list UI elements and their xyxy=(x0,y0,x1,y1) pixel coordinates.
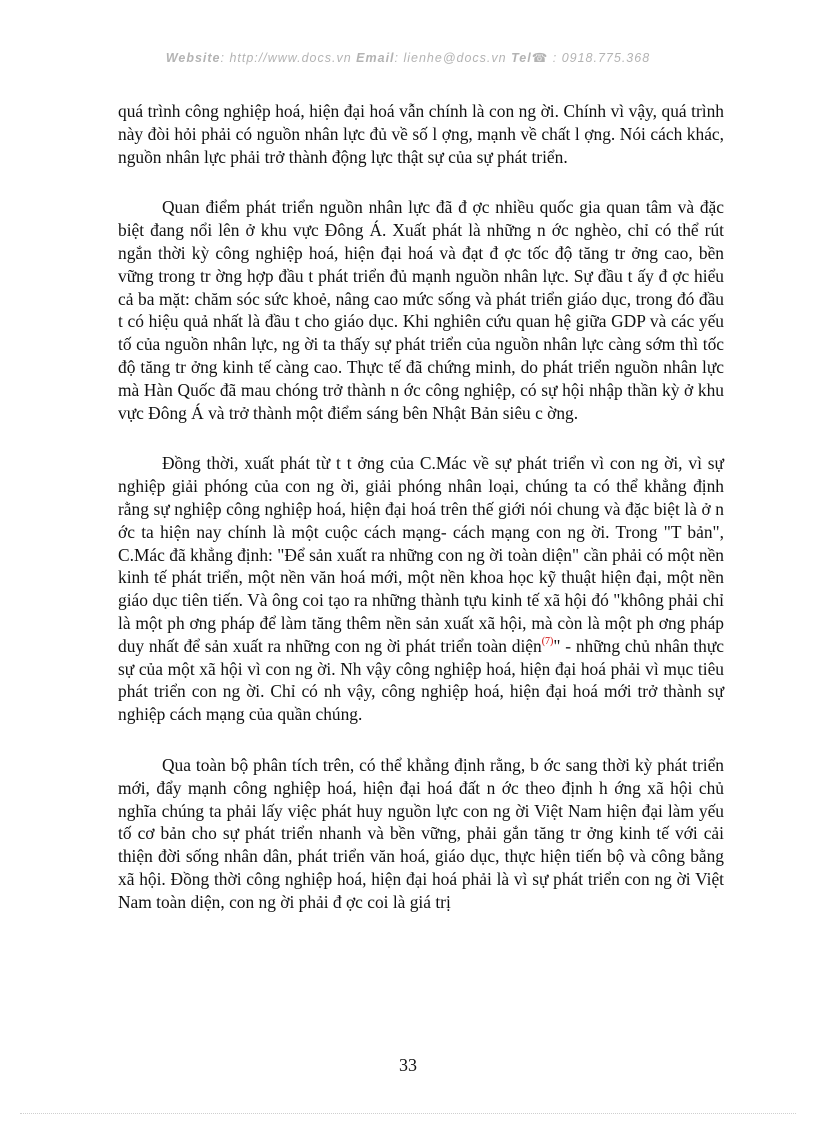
website-value: : http://www.docs.vn xyxy=(220,51,352,65)
tel-value: ☎ : 0918.775.368 xyxy=(531,51,651,65)
paragraph-3 xyxy=(118,452,724,726)
tel-label: Tel xyxy=(511,51,532,65)
email-label: Email xyxy=(356,51,395,65)
bottom-divider xyxy=(20,1113,796,1114)
document-body xyxy=(118,100,724,942)
paragraph-2: Quan điểm phát triển nguồn nhân lực đã đ ợc nhiều quốc gia quan tâm và đặc biệt đang nổi lên ở khu vực Đông Á. Xuất phát là những n ớc nghèo, chỉ có thể rút ngắn thời kỳ công nghiệp hoá, hiện đại hoá và đạt đ ợc tốc độ tăng tr ởng cao, bền vững trong tr ờng hợp đầu t phát triển đủ mạnh nguồn nhân lực. Sự đầu t ấy đ ợc hiểu cả ba mặt: chăm sóc sức khoẻ, nâng cao mức sống và phát triển giáo dục, trong đó đầu t có hiệu quả nhất là đầu t cho giáo dục. Khi nghiên cứu quan hệ giữa GDP và các yếu tố của nguồn nhân lực, ng ời ta thấy sự phát triển của nguồn nhân lực càng sớm thì tốc độ tăng tr ởng kinh tế càng cao. Thực tế đã chứng minh, do phát triển nguồn nhân lực mà Hàn Quốc đã mau chóng trở thành n ớc công nghiệp, có sự hội nhập thần kỳ ở khu vực Đông Á và trở thành một điểm sáng bên Nhật Bản siêu c ờng. xyxy=(118,197,724,423)
paragraph-1: quá trình công nghiệp hoá, hiện đại hoá vẫn chính là con ng ời. Chính vì vậy, quá trình này đòi hỏi phải có nguồn nhân lực đủ về số l ợng, mạnh về chất l ợng. Nói cách khác, nguồn nhân lực phải trở thành động lực thật sự của sự phát triển. xyxy=(118,101,724,167)
paragraph-3-text-after: " - những chủ nhân thực sự của một xã hội vì con ng ời. Nh vậy công nghiệp hoá, hiện đại hoá phải vì mục tiêu phát triển con ng ời. Chỉ có nh vậy, công nghiệp hoá, hiện đại hoá mới trở thành sự nghiệp cách mạng của quần chúng. xyxy=(118,635,724,725)
website-label: Website xyxy=(165,51,221,65)
page-header xyxy=(0,50,816,65)
email-value: : lienhe@docs.vn xyxy=(394,51,507,65)
footnote-marker: (7) xyxy=(541,635,554,647)
paragraph-3-text-before: Đồng thời, xuất phát từ t t ởng của C.Mác về sự phát triển vì con ng ời, vì sự nghiệp giải phóng của con ng ời, giải phóng nhân loại, chúng ta có thể khẳng định rằng sự nghiệp công nghiệp hoá, hiện đại hoá trên thế giới nói chung và đặc biệt là ở n ớc ta hiện nay chính là một cuộc cách mạng- cách mạng con ng ời. Trong "T bản", C.Mác đã khẳng định: "Để sản xuất ra những con ng ời toàn diện" cần phải có một nền kinh tế phát triển, một nền văn hoá mới, một nền khoa học kỹ thuật hiện đại, một nền giáo dục tiên tiến. Và ông coi tạo ra những thành tựu kinh tế xã hội đó "không phải chỉ là một ph ơng pháp để làm tăng thêm nền sản xuất xã hội, mà còn là một ph ơng pháp duy nhất để sản xuất ra những con ng ời phát triển toàn diện xyxy=(118,453,724,656)
paragraph-4: Qua toàn bộ phân tích trên, có thể khẳng định rằng, b ớc sang thời kỳ phát triển mới, đẩy mạnh công nghiệp hoá, hiện đại hoá đất n ớc theo định h ớng xã hội chủ nghĩa chúng ta phải lấy việc phát huy nguồn lực con ng ời Việt Nam hiện đại làm yếu tố cơ bản cho sự phát triển nhanh và bền vững, phải gắn tăng tr ởng kinh tế với cải thiện đời sống nhân dân, phát triển văn hoá, giáo dục, thực hiện tiến bộ và công bằng xã hội. Đồng thời công nghiệp hoá, hiện đại hoá phải là vì sự phát triển con ng ời Việt Nam toàn diện, con ng ời phải đ ợc coi là giá trị xyxy=(118,754,724,912)
page-number: 33 xyxy=(399,1055,417,1075)
